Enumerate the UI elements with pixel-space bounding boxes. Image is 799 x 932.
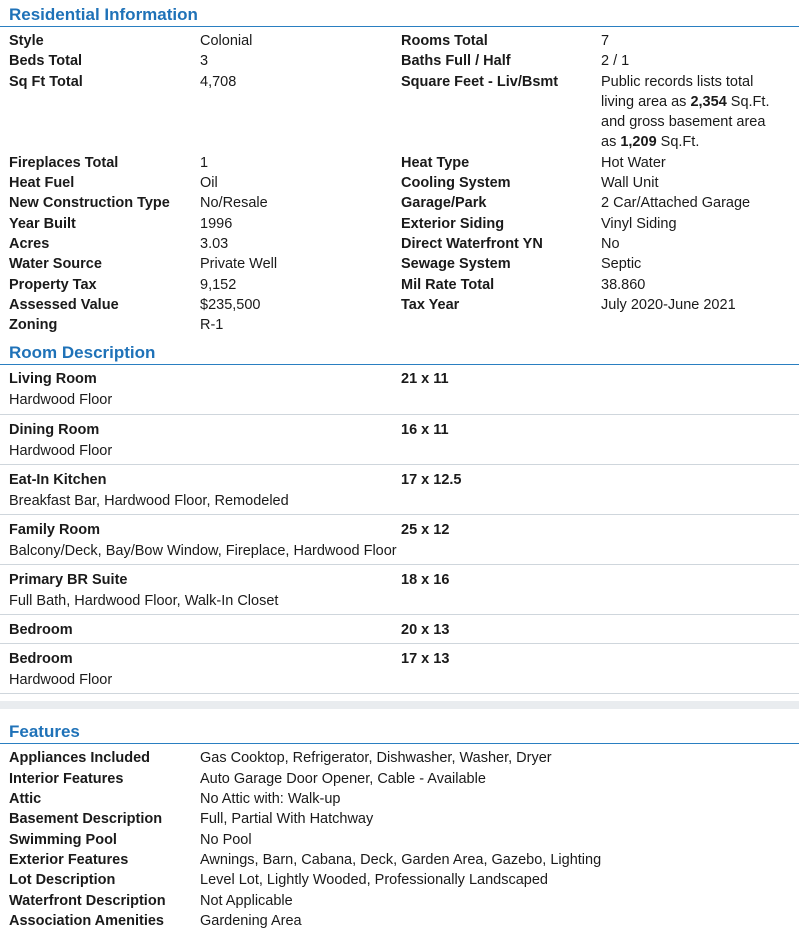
field-value: Colonial: [200, 33, 253, 49]
field-label: [401, 315, 601, 335]
field-value: 2 / 1: [601, 53, 630, 70]
features-grid: [0, 744, 799, 931]
info-row: [0, 72, 799, 153]
field-label: Sewage System: [401, 256, 511, 273]
sqft-note-text: Sq.Ft.: [656, 134, 700, 151]
field-label: Year Built: [9, 215, 76, 232]
features-title: Features: [0, 717, 799, 744]
room-size: 16 x 11: [401, 422, 449, 439]
field-value: 1: [200, 154, 209, 171]
field-value: 1996: [200, 215, 233, 232]
section-divider: [0, 701, 799, 709]
feature-label: Waterfront Description: [9, 892, 166, 909]
room-description: Balcony/Deck, Bay/Bow Window, Fireplace, Hardwood Floor: [9, 542, 397, 559]
room-name: Bedroom: [9, 622, 73, 639]
room-item: [0, 415, 799, 465]
room-name: Living Room: [9, 371, 97, 388]
field-value: July 2020-June 2021: [601, 296, 736, 313]
field-label: Style: [9, 33, 44, 49]
rooms-title: Room Description: [0, 338, 799, 365]
info-row: [0, 193, 799, 213]
feature-value: No Pool: [200, 831, 252, 848]
field-value: Vinyl Siding: [601, 215, 677, 232]
field-label: Rooms Total: [401, 33, 488, 49]
field-label: Acres: [9, 235, 50, 252]
room-size: 25 x 12: [401, 522, 450, 539]
field-value: [601, 315, 799, 335]
info-row: [0, 295, 799, 315]
field-label: Property Tax: [9, 276, 97, 293]
basement-area-value: 1,209: [620, 134, 657, 151]
room-size: 17 x 13: [401, 651, 450, 668]
feature-label: Attic: [9, 791, 42, 808]
field-label: Cooling System: [401, 175, 511, 192]
room-size: 20 x 13: [401, 622, 450, 639]
room-size: 17 x 12.5: [401, 472, 462, 489]
room-size: 18 x 16: [401, 572, 450, 589]
field-value: Oil: [200, 175, 218, 192]
room-name: Bedroom: [9, 651, 73, 668]
info-row: [0, 254, 799, 274]
room-name: Family Room: [9, 522, 101, 539]
room-description: Hardwood Floor: [9, 442, 113, 459]
field-value: 7: [601, 33, 610, 49]
feature-row: [0, 891, 799, 911]
room-item: [0, 365, 799, 415]
feature-label: Lot Description: [9, 872, 116, 889]
feature-value: Auto Garage Door Opener, Cable - Available: [200, 770, 486, 787]
room-description: Full Bath, Hardwood Floor, Walk-In Closet: [9, 592, 279, 609]
field-label: Baths Full / Half: [401, 53, 511, 70]
living-area-value: 2,354: [690, 93, 727, 110]
feature-value: Gardening Area: [200, 912, 302, 929]
field-label: Beds Total: [9, 53, 83, 70]
info-row: [0, 173, 799, 193]
feature-label: Basement Description: [9, 811, 163, 828]
feature-label: Interior Features: [9, 770, 124, 787]
field-label: Square Feet - Liv/Bsmt: [401, 73, 559, 90]
field-label: Zoning: [9, 317, 58, 334]
sqft-note-line: [601, 132, 799, 152]
field-value: $235,500: [200, 296, 261, 313]
sqft-note-text: living area as: [601, 93, 691, 110]
room-item: [0, 615, 799, 644]
field-value: 9,152: [200, 276, 237, 293]
room-description: Hardwood Floor: [9, 671, 113, 688]
sqft-note-text: as: [601, 134, 621, 151]
feature-row: [0, 870, 799, 890]
field-label: Garage/Park: [401, 195, 487, 212]
room-item: [0, 465, 799, 515]
sqft-note: [601, 72, 799, 153]
field-label: Assessed Value: [9, 296, 119, 313]
feature-value: Not Applicable: [200, 892, 293, 909]
feature-row: [0, 789, 799, 809]
info-row: [0, 275, 799, 295]
room-description: Breakfast Bar, Hardwood Floor, Remodeled: [9, 492, 289, 509]
field-value: 2 Car/Attached Garage: [601, 195, 751, 212]
feature-value: Level Lot, Lightly Wooded, Professionally Landscaped: [200, 872, 548, 889]
feature-value: No Attic with: Walk-up: [200, 791, 341, 808]
field-value: 3.03: [200, 235, 229, 252]
field-label: Exterior Siding: [401, 215, 505, 232]
field-value: Hot Water: [601, 154, 666, 171]
feature-row: [0, 748, 799, 768]
residential-grid: [0, 27, 799, 335]
feature-label: Appliances Included: [9, 750, 150, 767]
sqft-note-line: [601, 92, 799, 112]
feature-value: Full, Partial With Hatchway: [200, 811, 374, 828]
info-row: [0, 234, 799, 254]
sqft-note-line: and gross basement area: [601, 114, 766, 131]
field-value: Private Well: [200, 256, 278, 273]
room-name: Eat-In Kitchen: [9, 472, 107, 489]
feature-row: [0, 911, 799, 931]
field-value: No/Resale: [200, 195, 268, 212]
field-label: Water Source: [9, 256, 102, 273]
feature-row: [0, 850, 799, 870]
info-row: [0, 31, 799, 51]
feature-label: Swimming Pool: [9, 831, 117, 848]
field-value: Septic: [601, 256, 642, 273]
info-row: [0, 315, 799, 335]
room-item: [0, 565, 799, 615]
room-name: Primary BR Suite: [9, 572, 128, 589]
field-label: New Construction Type: [9, 195, 170, 212]
field-label: Heat Type: [401, 154, 470, 171]
field-value: 3: [200, 53, 209, 70]
field-value: R-1: [200, 317, 224, 334]
sqft-note-text: Sq.Ft.: [726, 93, 770, 110]
feature-value: Awnings, Barn, Cabana, Deck, Garden Area, Gazebo, Lighting: [200, 851, 602, 868]
features-section: [0, 717, 799, 931]
field-label: Heat Fuel: [9, 175, 75, 192]
field-label: Fireplaces Total: [9, 154, 119, 171]
rooms-list: [0, 365, 799, 694]
field-value: Wall Unit: [601, 175, 659, 192]
field-value: 4,708: [200, 73, 237, 90]
sqft-note-line: Public records lists total: [601, 73, 754, 90]
info-row: [0, 214, 799, 234]
feature-value: Gas Cooktop, Refrigerator, Dishwasher, Washer, Dryer: [200, 750, 552, 767]
field-label: Tax Year: [401, 296, 460, 313]
feature-row: [0, 769, 799, 789]
feature-row: [0, 809, 799, 829]
feature-label: Association Amenities: [9, 912, 164, 929]
field-label: Sq Ft Total: [9, 73, 83, 90]
room-item: [0, 515, 799, 565]
field-value: No: [601, 235, 620, 252]
field-label: Mil Rate Total: [401, 276, 495, 293]
room-name: Dining Room: [9, 422, 100, 439]
residential-section: [0, 0, 799, 335]
feature-row: [0, 830, 799, 850]
residential-title: Residential Information: [0, 0, 799, 27]
feature-label: Exterior Features: [9, 851, 129, 868]
field-value: 38.860: [601, 276, 646, 293]
info-row: [0, 153, 799, 173]
field-label: Direct Waterfront YN: [401, 235, 543, 252]
room-item: [0, 644, 799, 694]
rooms-section: [0, 338, 799, 694]
room-size: 21 x 11: [401, 371, 449, 388]
info-row: [0, 51, 799, 71]
room-description: Hardwood Floor: [9, 391, 113, 408]
